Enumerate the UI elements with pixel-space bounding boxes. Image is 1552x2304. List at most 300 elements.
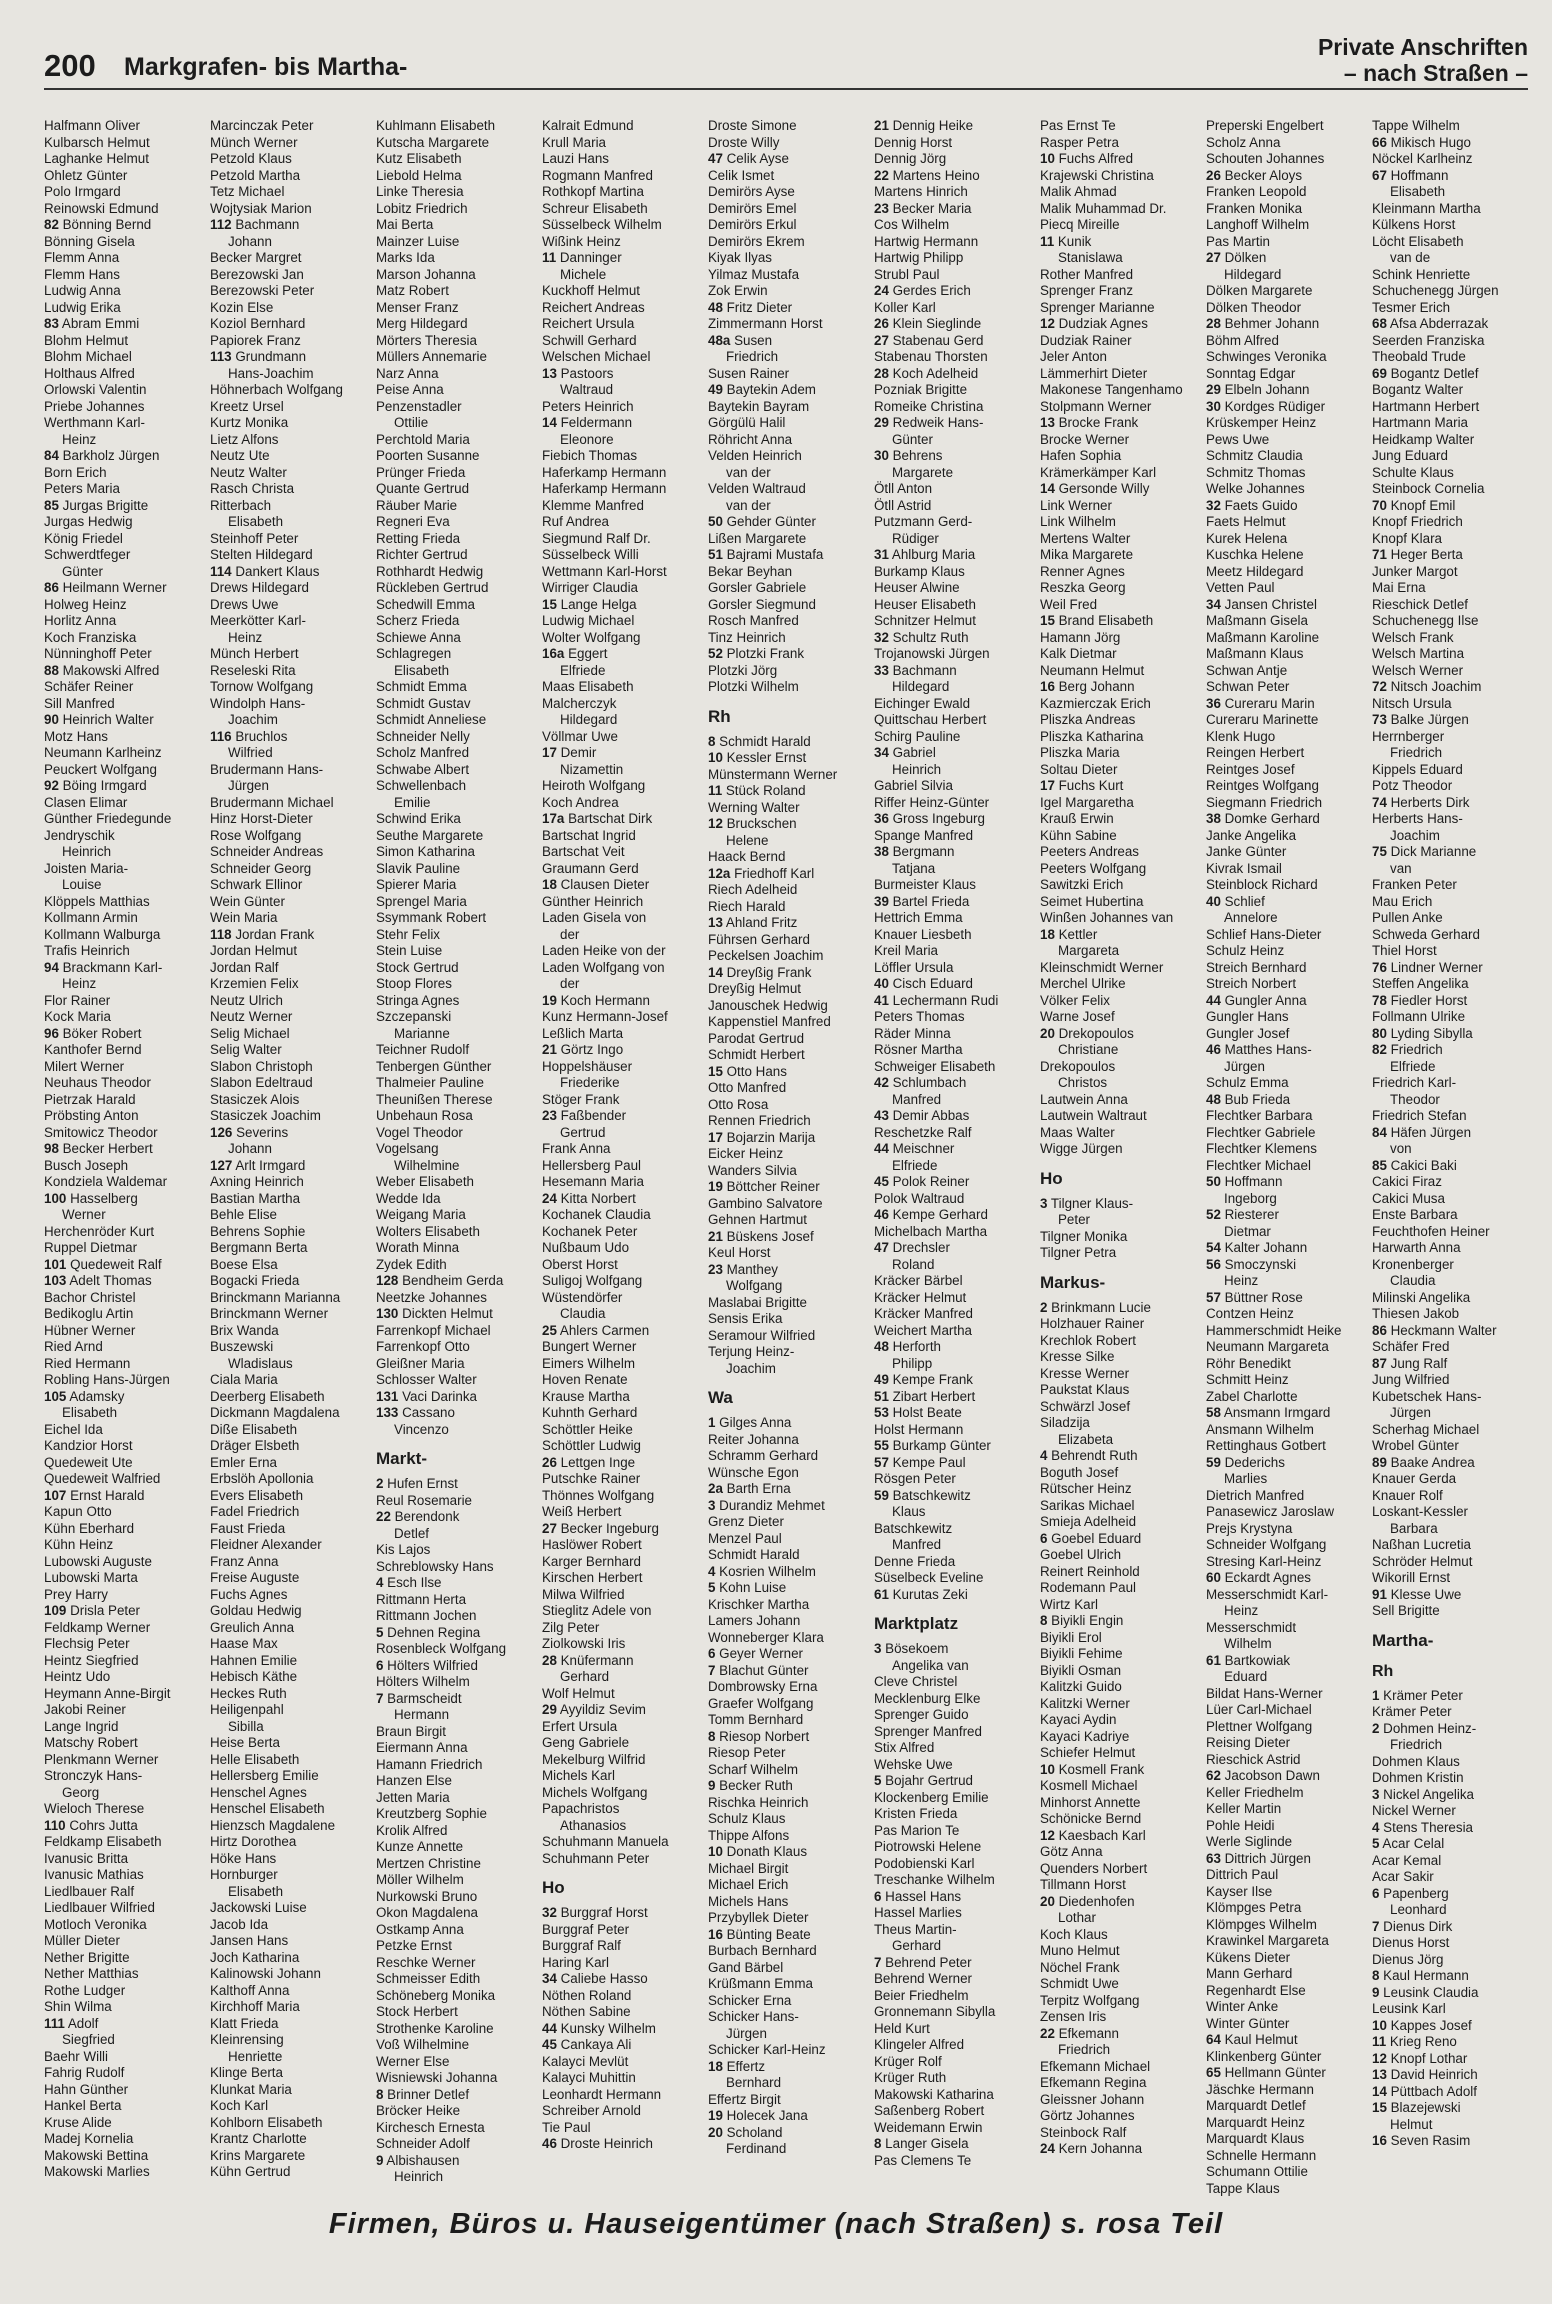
resident-entry: Ivanusic Mathias [44,1867,144,1882]
resident-entry: Schmidt Emma [376,679,467,694]
resident-entry: Motloch Veronika [44,1916,147,1932]
resident-entry: 11 Kunik [1040,233,1092,249]
house-number: 59 [874,1487,889,1503]
entry-continuation: Günter [892,431,933,447]
house-number: 70 [1372,497,1387,513]
resident-entry: 80 Lyding Sibylla [1372,1025,1473,1041]
resident-entry: Reiter Johanna [708,1431,799,1447]
resident-entry: Welsch Werner [1372,662,1464,678]
house-number: 68 [1372,316,1387,331]
resident-entry: Drews Uwe [210,596,279,612]
resident-entry: Klöppels Matthias [44,893,150,909]
resident-entry: Bachor Christel [44,1289,136,1305]
resident-entry: Münch Herbert [210,646,299,661]
house-number: 1 [1372,1687,1380,1703]
resident-entry: 22 Berendonk [376,1509,460,1524]
resident-entry: 5 Kohn Luise [708,1580,787,1595]
resident-entry: Trojanowski Jürgen [874,646,990,661]
resident-entry: 14 Püttbach Adolf [1372,2083,1477,2099]
house-number: 28 [542,1652,557,1668]
house-number: 17 [542,745,557,760]
entry-continuation: Elisabeth [1390,184,1446,199]
resident-entry: Ansmann Wilhelm [1206,1421,1314,1437]
resident-entry: Haferkamp Hermann [542,464,667,480]
entry-continuation: Friedrich [1390,1737,1443,1752]
entry-continuation: Athanasios [560,1817,627,1833]
resident-entry: Seramour Wilfried [708,1327,816,1343]
resident-entry: Flor Rainer [44,992,111,1008]
resident-entry: Feldkamp Werner [44,1619,151,1635]
resident-entry: Hartwig Philipp [874,250,964,265]
resident-entry: Sprenger Marianne [1040,299,1155,315]
resident-entry: 53 Holst Beate [874,1405,962,1420]
resident-entry: Selig Michael [210,1025,290,1041]
resident-entry: 109 Drisla Peter [44,1603,141,1618]
resident-entry: Keller Friedhelm [1206,1784,1304,1800]
resident-entry: 94 Brackmann Karl- [44,959,163,975]
resident-entry: Gambino Salvatore [708,1195,823,1211]
resident-entry: Münch Werner [210,134,298,150]
house-number: 10 [1040,151,1055,166]
resident-entry: Cakici Firaz [1372,1174,1442,1189]
resident-entry: 9 Leusink Claudia [1372,1984,1479,2000]
resident-entry: Schmeisser Edith [376,1971,481,1986]
resident-entry: Joch Katharina [210,1949,300,1965]
resident-entry: Liebold Helma [376,167,462,183]
resident-entry: 10 Kosmell Frank [1040,1761,1145,1777]
house-number: 23 [542,1108,557,1123]
resident-entry: 27 Becker Ingeburg [542,1520,659,1536]
resident-entry: Scholz Anna [1206,134,1281,150]
resident-entry: Tilgner Monika [1040,1228,1128,1244]
resident-entry: Krajewski Christina [1040,167,1154,183]
resident-entry: 131 Vaci Darinka [376,1388,477,1404]
resident-entry: Koller Karl [874,299,936,315]
resident-entry: Marks Ida [376,250,435,265]
resident-entry: Voß Wilhelmine [376,2037,470,2052]
resident-entry: Karger Bernhard [542,1553,641,1569]
resident-entry: Reichert Ursula [542,316,635,331]
district-heading: Rh [1372,1662,1394,1680]
resident-entry: Flemm Hans [44,266,120,282]
resident-entry: Contzen Heinz [1206,1306,1294,1321]
resident-entry: Stelten Hildegard [210,547,313,562]
house-number: 14 [1040,481,1055,496]
resident-entry: 62 Jacobson Dawn [1206,1768,1320,1783]
resident-entry: Fuchs Agnes [210,1586,288,1602]
resident-entry: Gleißner Maria [376,1355,465,1371]
resident-entry: Nöthen Roland [542,1987,632,2003]
resident-entry: Schmidt Uwe [1040,1976,1119,1991]
resident-entry: Schwind Erika [376,811,461,826]
resident-entry: Ötll Anton [874,481,933,496]
resident-entry: Nickel Werner [1372,1803,1456,1818]
resident-entry: Spange Manfred [874,827,974,843]
resident-entry: 2 Brinkmann Lucie [1040,1299,1151,1315]
resident-entry: Dennig Horst [874,134,953,150]
resident-entry: Lauzi Hans [542,151,609,166]
resident-entry: Kiyak Ilyas [708,250,772,265]
entry-continuation: Heinz [62,976,97,991]
resident-entry: Schneider Georg [210,860,312,876]
resident-entry: 13 Ahland Fritz [708,915,798,930]
house-number: 30 [874,448,889,463]
resident-entry: 4 Behrendt Ruth [1040,1448,1138,1463]
resident-entry: Wirtz Karl [1040,1596,1099,1612]
resident-entry: Kalayci Mevlüt [542,2053,629,2069]
entry-continuation: Bernhard [726,2075,782,2090]
resident-entry: 61 Kurutas Zeki [874,1586,968,1602]
resident-entry: Hübner Werner [44,1322,136,1338]
entry-continuation: Georg [62,1784,100,1800]
resident-entry: Kronenberger [1372,1256,1454,1272]
resident-entry: Bartschat Veit [542,844,625,859]
resident-entry: Horlitz Anna [44,613,117,628]
resident-entry: Krzemien Felix [210,976,299,991]
entry-continuation: Christiane [1058,1042,1119,1057]
resident-entry: Lißen Margarete [708,530,807,546]
resident-entry: Kunz Hermann-Josef [542,1009,668,1024]
resident-entry: Droste Simone [708,118,797,133]
resident-entry: Winter Günter [1206,2015,1290,2031]
resident-entry: Berezowski Jan [210,266,304,282]
resident-entry: Unbehaun Rosa [376,1108,473,1123]
house-number: 100 [44,1190,67,1206]
resident-entry: Regneri Eva [376,514,450,529]
resident-entry: Schwan Antje [1206,662,1288,678]
resident-entry: Pliszka Katharina [1040,728,1144,744]
house-number: 12 [1040,316,1055,331]
resident-entry: 47 Celik Ayse [708,151,789,166]
resident-entry: Motz Hans [44,728,108,744]
resident-entry: Peckelsen Joachim [708,948,824,963]
resident-entry: 36 Gross Ingeburg [874,811,985,826]
resident-entry: Michael Erich [708,1877,789,1892]
resident-entry: Burggraf Peter [542,1921,630,1937]
resident-entry: Rosenbleck Wolfgang [376,1641,507,1656]
resident-entry: Plotzki Jörg [708,662,778,678]
entry-continuation: Elisabeth [394,662,450,678]
entry-continuation: der [560,926,580,942]
resident-entry: Nether Brigitte [44,1949,130,1965]
resident-entry: Ruppel Dietmar [44,1240,138,1255]
resident-entry: Feuchthofen Heiner [1372,1223,1490,1239]
house-number: 12a [708,865,731,881]
resident-entry: Schouten Johannes [1206,151,1325,166]
house-number: 34 [874,745,889,760]
resident-entry: 21 Dennig Heike [874,118,974,133]
resident-entry: Rodemann Paul [1040,1580,1137,1595]
house-number: 32 [1206,497,1221,513]
resident-entry: Theus Martin- [874,1921,957,1937]
resident-entry: Zok Erwin [708,283,768,298]
resident-entry: Süsselbeck Wilhelm [542,217,662,232]
resident-entry: Kräcker Bärbel [874,1273,963,1288]
resident-entry: 16 Bünting Beate [708,1926,811,1942]
resident-entry: Rütscher Heinz [1040,1481,1132,1496]
resident-entry: Riffer Heinz-Günter [874,794,990,810]
entry-continuation: Eleonore [560,431,614,447]
house-number: 90 [44,712,59,727]
resident-entry: Schöneberg Monika [376,1987,496,2003]
resident-entry: Hinz Horst-Dieter [210,811,313,826]
resident-entry: Smitowicz Theodor [44,1124,158,1140]
house-number: 49 [708,382,723,397]
resident-entry: Graumann Gerd [542,860,639,876]
resident-entry: Eichinger Ewald [874,695,971,711]
resident-entry: 19 Koch Hermann [542,992,650,1008]
resident-entry: Krischker Martha [708,1596,810,1612]
resident-entry: Möller Wilhelm [376,1872,464,1887]
resident-entry: Polo Irmgard [44,184,121,199]
house-number: 13 [1040,415,1055,430]
house-number: 40 [874,976,889,991]
resident-entry: Heise Berta [210,1735,280,1750]
resident-entry: Michael Birgit [708,1860,789,1876]
resident-entry: Pews Uwe [1206,431,1270,447]
resident-entry: Kreil Maria [874,943,938,958]
resident-entry: Pas Martin [1206,233,1270,249]
resident-entry: Schwellenbach [376,778,467,793]
resident-entry: Batschkewitz [874,1520,953,1536]
resident-entry: Neutz Werner [210,1009,293,1024]
resident-entry: 61 Bartkowiak [1206,1652,1291,1668]
resident-entry: 13 Pastoors [542,365,614,381]
resident-entry: Neetzke Johannes [376,1289,487,1305]
resident-entry: Hahn Günther [44,2081,129,2097]
resident-entry: Schiefer Helmut [1040,1745,1136,1760]
resident-entry: Ludwig Anna [44,283,121,298]
resident-entry: Scholz Manfred [376,745,470,760]
page-header [0,0,1552,92]
resident-entry: Makonese Tangenhamo [1040,382,1183,397]
resident-entry: Schmitt Heinz [1206,1372,1289,1387]
resident-entry: Stock Herbert [376,2004,458,2019]
house-number: 3 [1040,1195,1048,1211]
resident-entry: Michels Wolfgang [542,1784,648,1800]
resident-entry: Susen Rainer [708,365,790,381]
resident-entry: Neumann Helmut [1040,662,1145,678]
resident-entry: Thiel Horst [1372,943,1437,958]
house-number: 111 [44,2015,65,2031]
resident-entry: Panasewicz Jaroslaw [1206,1504,1335,1519]
resident-entry: Schumann Ottilie [1206,2164,1308,2179]
resident-entry: Trafis Heinrich [44,943,130,958]
house-number: 96 [44,1025,59,1041]
resident-entry: Schreiber Arnold [542,2103,641,2118]
resident-entry: Welsch Martina [1372,646,1465,661]
house-number: 24 [542,1190,557,1206]
resident-entry: Feldkamp Elisabeth [44,1834,162,1849]
resident-entry: 10 Donath Klaus [708,1844,808,1859]
resident-entry: Zimmermann Horst [708,316,823,331]
resident-entry: Sensis Erika [708,1311,783,1326]
resident-entry: Dohmen Kristin [1372,1770,1464,1785]
house-number: 126 [210,1124,233,1140]
resident-entry: Schneider Adolf [376,2136,470,2151]
resident-entry: Frank Anna [542,1141,611,1156]
resident-entry: Keller Martin [1206,1801,1282,1816]
resident-entry: Franken Peter [1372,877,1457,892]
resident-entry: Petzold Martha [210,167,301,183]
resident-entry: Wolters Elisabeth [376,1223,480,1239]
resident-entry: König Friedel [44,530,123,546]
resident-entry: Krawinkel Margareta [1206,1933,1329,1948]
resident-entry: Schäfer Reiner [44,679,134,694]
resident-entry: Riech Harald [708,898,786,914]
resident-entry: Rittmann Herta [376,1591,467,1607]
resident-entry: Tornow Wolfgang [210,679,314,694]
resident-entry: 101 Quedeweit Ralf [44,1256,162,1272]
resident-entry: 17 Bojarzin Marija [708,1129,816,1145]
resident-entry: Mai Erna [1372,580,1426,595]
house-number: 29 [542,1702,557,1717]
resident-entry: Schwerdtfeger [44,547,131,562]
resident-entry: Efkemann Regina [1040,2075,1147,2090]
directory-column [1206,118,1372,2196]
resident-entry: 118 Jordan Frank [210,926,315,942]
resident-entry: 21 Görtz Ingo [542,1042,624,1057]
resident-entry: 4 Kosrien Wilhelm [708,1563,816,1579]
house-number: 107 [44,1487,67,1503]
directory-column [874,118,1040,2168]
resident-entry: Rosch Manfred [708,613,799,628]
entry-continuation: Wladislaus [228,1355,293,1371]
resident-entry: Romeike Christina [874,398,984,414]
resident-entry: 85 Jurgas Brigitte [44,497,149,513]
resident-entry: Klinkenberg Günter [1206,2048,1322,2064]
house-number: 46 [1206,1042,1221,1057]
resident-entry: Röhricht Anna [708,431,793,447]
resident-entry: Bekar Beyhan [708,563,793,579]
house-number: 109 [44,1603,67,1618]
resident-entry: Tappe Wilhelm [1372,118,1460,133]
resident-entry: Schuchenegg Jürgen [1372,283,1499,298]
resident-entry: 51 Zibart Herbert [874,1388,976,1404]
resident-entry: 107 Ernst Harald [44,1487,145,1503]
resident-entry: Tilgner Petra [1040,1245,1117,1260]
resident-entry: Szczepanski [376,1009,452,1024]
resident-entry: Krolik Alfred [376,1822,448,1838]
entry-continuation: Klaus [892,1504,926,1519]
resident-entry: Theobald Trude [1372,349,1466,364]
resident-entry: 48 Fritz Dieter [708,299,793,315]
entry-continuation: Michele [560,266,607,282]
resident-entry: Jordan Helmut [210,943,298,958]
resident-entry: 11 Danninger [542,250,622,265]
resident-entry: Peters Heinrich [542,398,634,414]
resident-entry: 23 Manthey [708,1261,778,1277]
resident-entry: Koch Klaus [1040,1926,1108,1942]
resident-entry: Hankel Berta [44,2098,122,2113]
resident-entry: Graefer Wolfgang [708,1695,814,1711]
resident-entry: Schneider Andreas [210,844,324,859]
resident-entry: Lüer Carl-Michael [1206,1702,1312,1717]
resident-entry: Schmidt Herbert [708,1047,805,1062]
resident-entry: 19 Böttcher Reiner [708,1179,820,1194]
resident-entry: Werle Siglinde [1206,1834,1293,1849]
house-number: 24 [874,283,889,298]
resident-entry: Mekelburg Wilfrid [542,1751,646,1767]
entry-continuation: Werner [62,1207,106,1222]
resident-entry: 15 Lange Helga [542,596,637,612]
resident-entry: Zilg Peter [542,1619,600,1635]
house-number: 52 [1206,1207,1221,1222]
resident-entry: Kleinmann Martha [1372,200,1481,216]
house-number: 34 [1206,596,1221,612]
resident-entry: Yilmaz Mustafa [708,266,800,282]
resident-entry: Welsch Frank [1372,629,1454,645]
resident-entry: 113 Grundmann [210,349,307,364]
house-number: 9 [376,2152,384,2168]
resident-entry: 44 Kunsky Wilhelm [542,2020,656,2036]
resident-entry: Jackowski Luise [210,1900,307,1915]
resident-entry: Jung Wilfried [1372,1372,1450,1387]
house-number: 69 [1372,365,1387,381]
house-number: 26 [874,316,889,331]
resident-entry: 7 Behrend Peter [874,1954,972,1970]
resident-entry: Papiorek Franz [210,332,301,348]
resident-entry: 133 Cassano [376,1405,455,1420]
resident-entry: 23 Faßbender [542,1108,627,1123]
resident-entry: 84 Barkholz Jürgen [44,448,160,463]
resident-entry: Lobitz Friedrich [376,200,468,216]
resident-entry: Wikorill Ernst [1372,1570,1451,1585]
resident-entry: Mainzer Luise [376,233,460,249]
resident-entry: Bogacki Frieda [210,1273,300,1288]
house-number: 114 [210,563,232,579]
resident-entry: 73 Balke Jürgen [1372,712,1469,727]
house-number: 59 [1206,1454,1221,1470]
resident-entry: Stix Alfred [874,1740,935,1755]
resident-entry: Rittmann Jochen [376,1608,477,1623]
resident-entry: Peeters Andreas [1040,844,1140,859]
entry-continuation: Lothar [1058,1910,1096,1925]
resident-entry: Ciala Maria [210,1372,278,1387]
entry-continuation: Hildegard [892,679,950,694]
resident-entry: Schulz Klaus [708,1811,786,1826]
resident-entry: Maslabai Brigitte [708,1294,807,1310]
resident-entry: Peters Thomas [874,1009,965,1024]
resident-entry: 65 Hellmann Günter [1206,2065,1326,2080]
resident-entry: Axning Heinrich [210,1174,304,1189]
house-number: 45 [874,1174,889,1189]
entry-continuation: Peter [1058,1212,1091,1227]
resident-entry: Pas Marion Te [874,1822,960,1838]
resident-entry: Heymann Anne-Birgit [44,1685,171,1701]
resident-entry: Holzhauer Rainer [1040,1316,1145,1331]
resident-entry: Kalk Dietmar [1040,646,1117,661]
house-number: 82 [1372,1042,1387,1057]
resident-entry: Reintges Wolfgang [1206,778,1319,793]
house-number: 67 [1372,167,1387,183]
resident-entry: Winter Anke [1206,1999,1279,2014]
resident-entry: Hamann Friedrich [376,1756,483,1772]
house-number: 85 [1372,1157,1387,1173]
house-number: 38 [874,844,889,859]
resident-entry: Merg Hildegard [376,316,468,331]
resident-entry: Kochanek Claudia [542,1207,651,1222]
resident-entry: Völker Felix [1040,992,1110,1008]
resident-entry: 6 Geyer Werner [708,1646,804,1661]
resident-entry: Matschy Robert [44,1735,138,1750]
house-number: 27 [542,1520,557,1536]
resident-entry: Kalinowski Johann [210,1966,321,1981]
resident-entry: Franken Monika [1206,200,1303,216]
resident-entry: Bildat Hans-Werner [1206,1685,1323,1701]
resident-entry: Dennig Jörg [874,151,947,166]
resident-entry: Emler Erna [210,1454,277,1470]
